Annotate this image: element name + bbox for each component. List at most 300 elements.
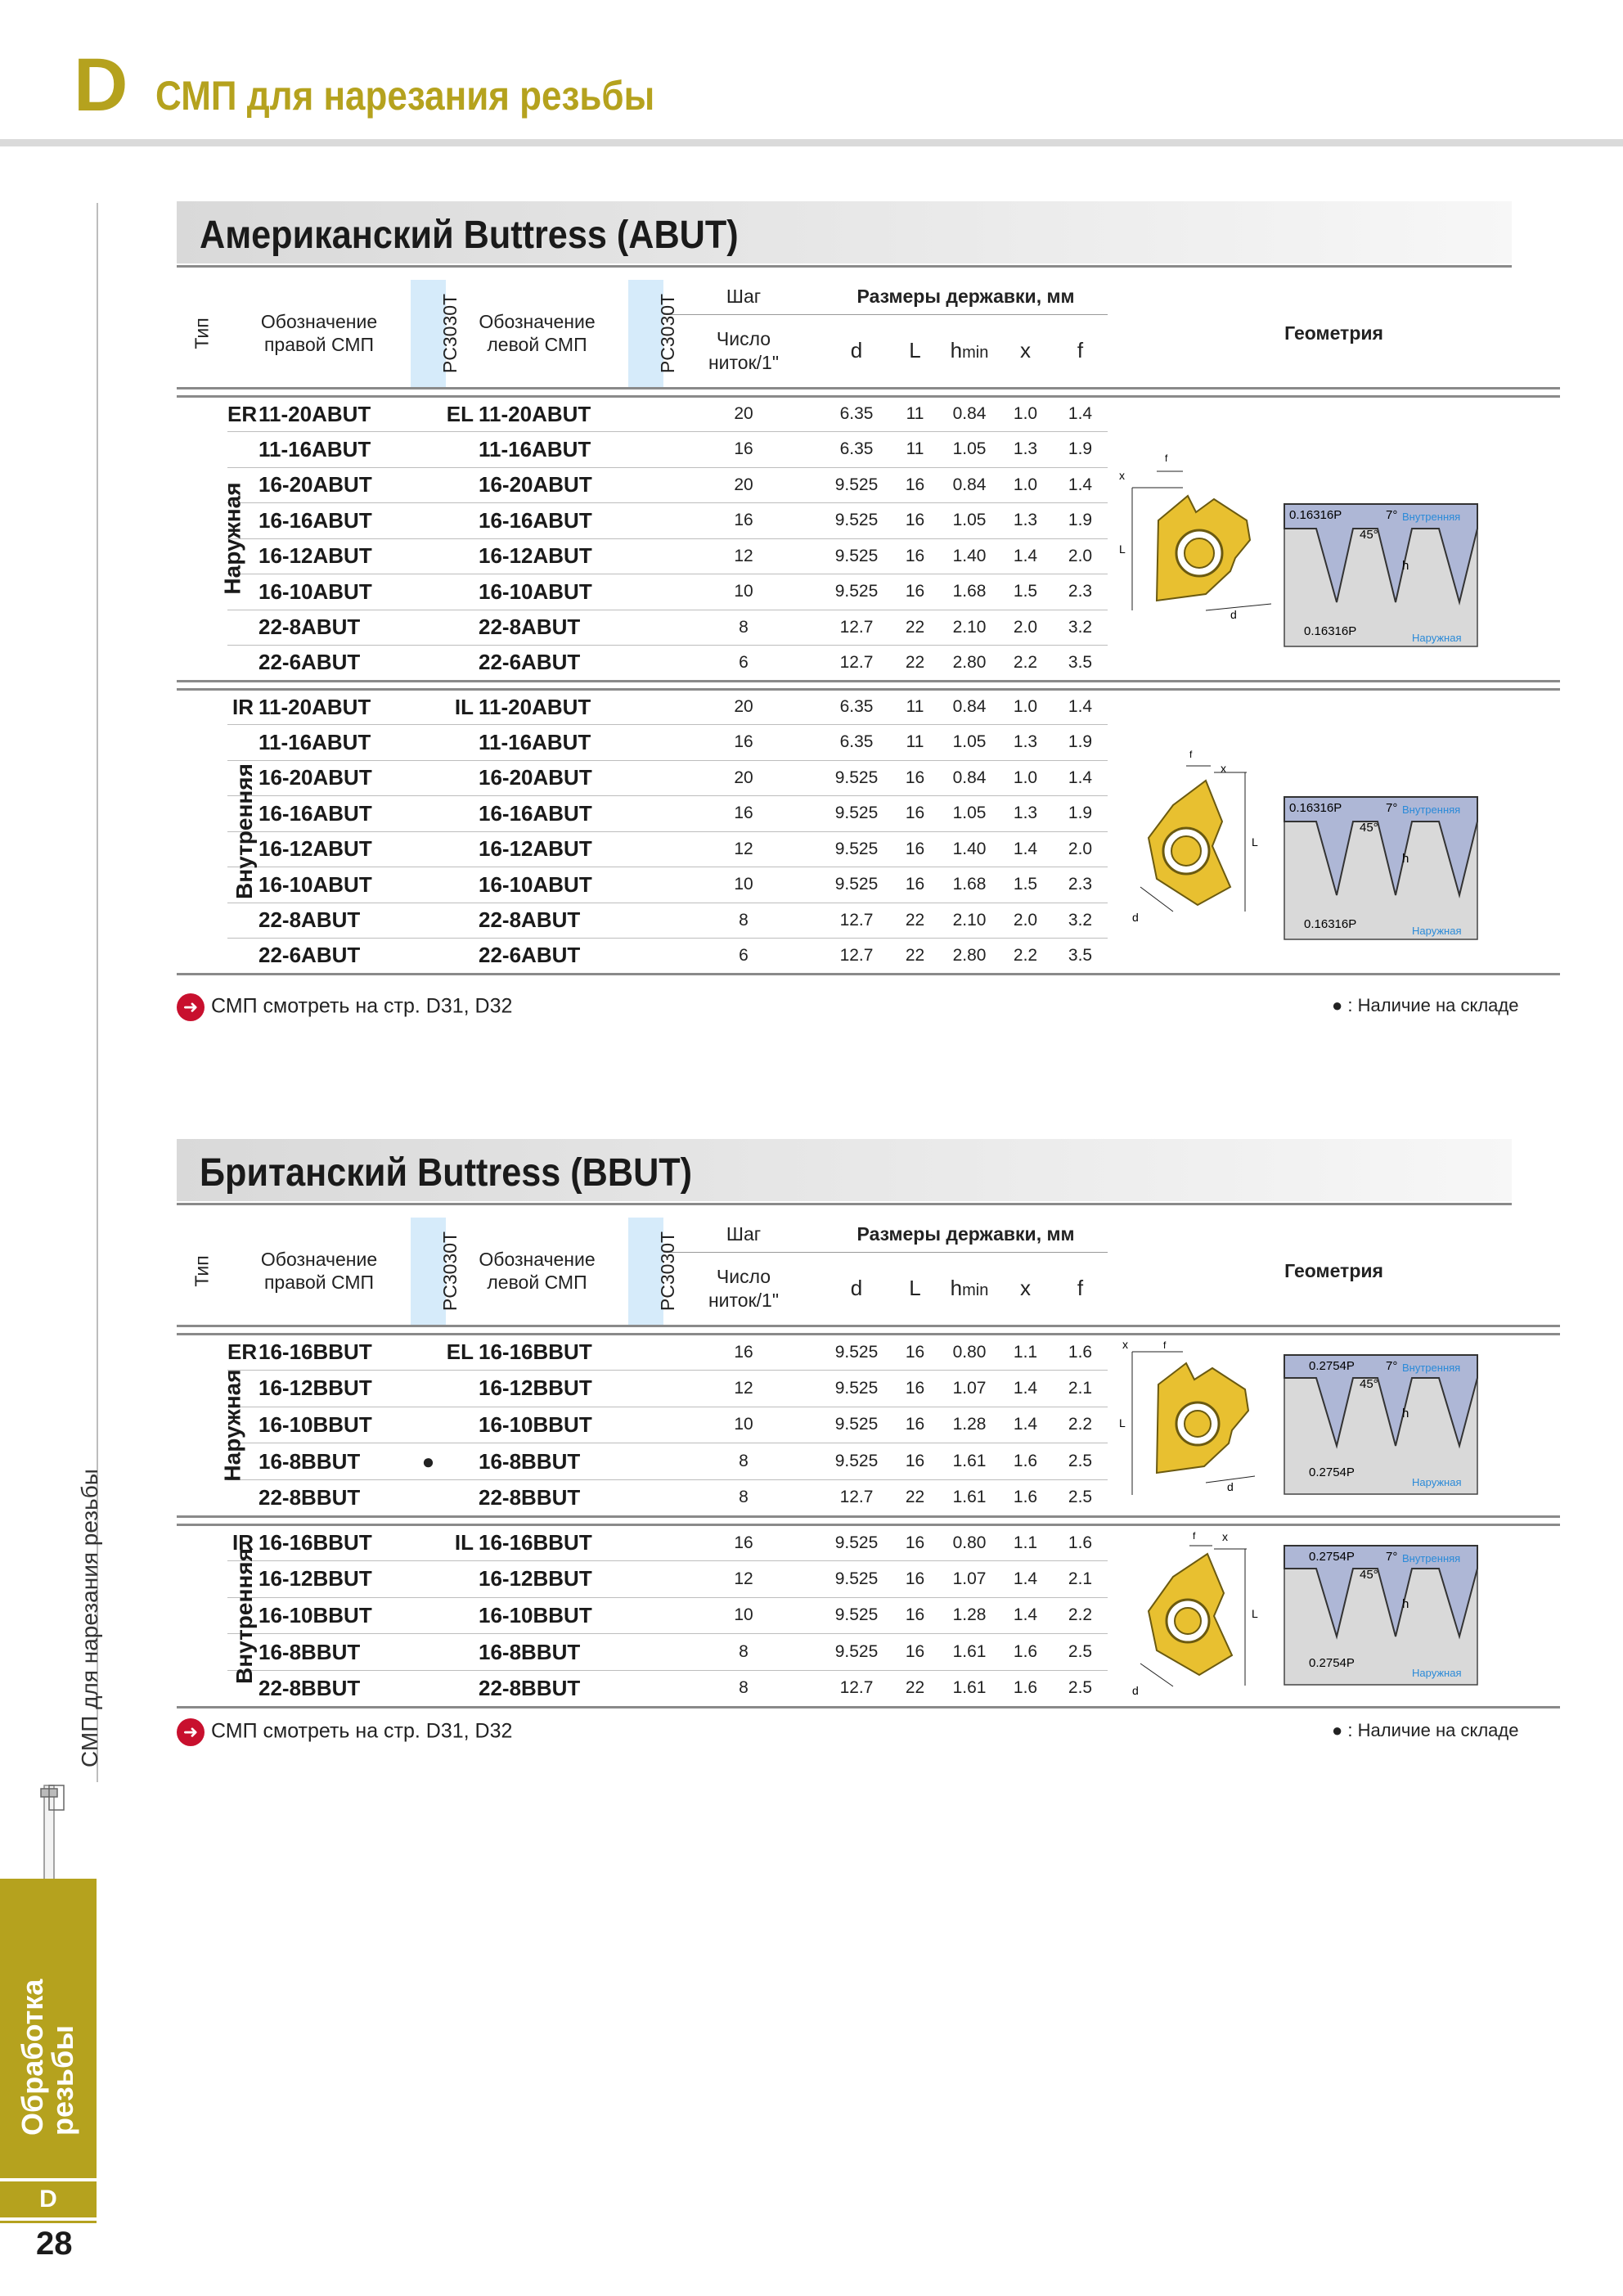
col-hmin: hmin bbox=[941, 1252, 998, 1326]
left-code: 22-8BBUT bbox=[479, 1670, 628, 1707]
x-value: 1.4 bbox=[998, 831, 1053, 867]
right-code: 16-8BBUT bbox=[259, 1443, 411, 1480]
L-value: 22 bbox=[889, 610, 941, 646]
col-holder: Размеры державки, мм bbox=[824, 1218, 1108, 1252]
d-value: 12.7 bbox=[824, 939, 889, 975]
col-type: Тип bbox=[191, 317, 213, 349]
svg-text:x: x bbox=[1122, 1337, 1129, 1351]
d-value: 9.525 bbox=[824, 1524, 889, 1561]
col-L: L bbox=[889, 1252, 941, 1326]
L-value: 11 bbox=[889, 432, 941, 468]
tpi-value: 10 bbox=[663, 867, 824, 903]
svg-text:0.2754P: 0.2754P bbox=[1309, 1549, 1355, 1564]
stock-mark bbox=[411, 432, 446, 468]
table-row bbox=[177, 1524, 1560, 1561]
col-pitch: Шаг bbox=[663, 1218, 824, 1252]
d-value: 9.525 bbox=[824, 1597, 889, 1634]
f-value: 1.4 bbox=[1053, 467, 1108, 503]
L-value: 16 bbox=[889, 574, 941, 610]
right-code: 22-8ABUT bbox=[259, 903, 411, 939]
stock-mark bbox=[411, 689, 446, 725]
f-value: 2.3 bbox=[1053, 574, 1108, 610]
h-value: 0.80 bbox=[941, 1334, 998, 1371]
L-value: 22 bbox=[889, 903, 941, 939]
left-code: 22-6ABUT bbox=[479, 646, 628, 682]
svg-text:0.16316P: 0.16316P bbox=[1289, 507, 1342, 522]
stock-mark bbox=[411, 503, 446, 539]
svg-text:0.16316P: 0.16316P bbox=[1304, 624, 1357, 638]
table-row bbox=[177, 396, 1560, 432]
svg-text:L: L bbox=[1119, 1416, 1126, 1429]
d-value: 12.7 bbox=[824, 1670, 889, 1707]
L-value: 16 bbox=[889, 1371, 941, 1407]
right-code: 16-10BBUT bbox=[259, 1407, 411, 1443]
type-label: Наружная bbox=[219, 482, 245, 595]
stock-mark bbox=[628, 467, 663, 503]
tpi-value: 16 bbox=[663, 432, 824, 468]
left-code: 16-12ABUT bbox=[479, 538, 628, 574]
right-code: 16-12BBUT bbox=[259, 1561, 411, 1598]
tpi-value: 8 bbox=[663, 1670, 824, 1707]
d-value: 12.7 bbox=[824, 610, 889, 646]
stock-mark bbox=[411, 538, 446, 574]
right-code: 22-6ABUT bbox=[259, 646, 411, 682]
x-value: 2.0 bbox=[998, 610, 1053, 646]
left-code: 11-20ABUT bbox=[479, 396, 628, 432]
col-grade: PC3030T bbox=[439, 293, 461, 373]
d-value: 9.525 bbox=[824, 1634, 889, 1671]
left-code: 16-10ABUT bbox=[479, 574, 628, 610]
right-prefix: IR bbox=[227, 689, 259, 725]
svg-text:f: f bbox=[1163, 1339, 1167, 1351]
col-type: Тип bbox=[191, 1255, 213, 1287]
tpi-value: 20 bbox=[663, 467, 824, 503]
d-value: 12.7 bbox=[824, 646, 889, 682]
svg-text:L: L bbox=[1252, 1606, 1258, 1620]
stock-mark bbox=[628, 646, 663, 682]
stock-mark bbox=[628, 1524, 663, 1561]
abut-table bbox=[177, 280, 1560, 975]
x-value: 1.3 bbox=[998, 432, 1053, 468]
stock-mark bbox=[411, 1524, 446, 1561]
right-code: 22-8BBUT bbox=[259, 1670, 411, 1707]
left-code: 16-16BBUT bbox=[479, 1524, 628, 1561]
f-value: 2.5 bbox=[1053, 1634, 1108, 1671]
L-value: 16 bbox=[889, 796, 941, 832]
L-value: 16 bbox=[889, 1334, 941, 1371]
table-row bbox=[177, 1334, 1560, 1371]
stock-mark bbox=[411, 610, 446, 646]
stock-mark bbox=[411, 1670, 446, 1707]
f-value: 1.4 bbox=[1053, 396, 1108, 432]
left-prefix: IL bbox=[446, 1524, 479, 1561]
L-value: 16 bbox=[889, 867, 941, 903]
h-value: 1.61 bbox=[941, 1443, 998, 1480]
f-value: 2.0 bbox=[1053, 831, 1108, 867]
d-value: 9.525 bbox=[824, 1561, 889, 1598]
left-code: 11-16ABUT bbox=[479, 432, 628, 468]
col-x: x bbox=[998, 1252, 1053, 1326]
f-value: 1.9 bbox=[1053, 725, 1108, 761]
tpi-value: 12 bbox=[663, 1561, 824, 1598]
d-value: 9.525 bbox=[824, 831, 889, 867]
left-code: 16-16BBUT bbox=[479, 1334, 628, 1371]
f-value: 2.5 bbox=[1053, 1443, 1108, 1480]
L-value: 16 bbox=[889, 1524, 941, 1561]
left-code: 16-8BBUT bbox=[479, 1443, 628, 1480]
svg-text:0.16316P: 0.16316P bbox=[1304, 916, 1357, 931]
L-value: 22 bbox=[889, 1670, 941, 1707]
stock-mark bbox=[628, 689, 663, 725]
type-label: Внутренняя bbox=[231, 1547, 257, 1684]
x-value: 1.4 bbox=[998, 538, 1053, 574]
h-value: 1.61 bbox=[941, 1479, 998, 1516]
bbut-table bbox=[177, 1218, 1560, 1708]
tpi-value: 6 bbox=[663, 939, 824, 975]
h-value: 0.80 bbox=[941, 1524, 998, 1561]
svg-text:L: L bbox=[1252, 835, 1258, 849]
col-geometry: Геометрия bbox=[1108, 1218, 1560, 1326]
header-rule bbox=[0, 139, 1623, 146]
stock-mark bbox=[628, 1334, 663, 1371]
svg-text:h: h bbox=[1402, 1596, 1409, 1611]
x-value: 1.6 bbox=[998, 1443, 1053, 1480]
right-code: 16-20ABUT bbox=[259, 760, 411, 796]
right-code: 11-16ABUT bbox=[259, 725, 411, 761]
left-code: 16-12BBUT bbox=[479, 1561, 628, 1598]
svg-text:f: f bbox=[1165, 452, 1168, 464]
f-value: 2.5 bbox=[1053, 1670, 1108, 1707]
x-value: 2.2 bbox=[998, 939, 1053, 975]
left-code: 16-10BBUT bbox=[479, 1407, 628, 1443]
type-label: Внутренняя bbox=[231, 763, 257, 899]
f-value: 2.5 bbox=[1053, 1479, 1108, 1516]
d-value: 9.525 bbox=[824, 867, 889, 903]
h-value: 1.61 bbox=[941, 1670, 998, 1707]
geometry-internal bbox=[1108, 1524, 1560, 1707]
h-value: 1.40 bbox=[941, 831, 998, 867]
type-label: Наружная bbox=[219, 1368, 245, 1482]
h-value: 1.07 bbox=[941, 1371, 998, 1407]
svg-text:Наружная: Наружная bbox=[1412, 924, 1462, 937]
d-value: 9.525 bbox=[824, 1371, 889, 1407]
h-value: 1.05 bbox=[941, 503, 998, 539]
tpi-value: 16 bbox=[663, 503, 824, 539]
right-code: 11-16ABUT bbox=[259, 432, 411, 468]
right-code: 22-8BBUT bbox=[259, 1479, 411, 1516]
tpi-value: 12 bbox=[663, 1371, 824, 1407]
tpi-value: 20 bbox=[663, 396, 824, 432]
stock-mark bbox=[628, 1597, 663, 1634]
stock-mark bbox=[628, 760, 663, 796]
svg-text:45°: 45° bbox=[1360, 527, 1378, 542]
x-value: 1.5 bbox=[998, 574, 1053, 610]
tpi-value: 20 bbox=[663, 689, 824, 725]
h-value: 1.05 bbox=[941, 725, 998, 761]
x-value: 1.6 bbox=[998, 1670, 1053, 1707]
x-value: 1.1 bbox=[998, 1524, 1053, 1561]
svg-text:d: d bbox=[1132, 1683, 1139, 1697]
svg-text:45°: 45° bbox=[1360, 1567, 1378, 1582]
threading-tool-icon bbox=[33, 1785, 65, 1888]
L-value: 16 bbox=[889, 538, 941, 574]
d-value: 12.7 bbox=[824, 903, 889, 939]
left-code: 22-8BBUT bbox=[479, 1479, 628, 1516]
svg-text:7°: 7° bbox=[1386, 1549, 1398, 1564]
x-value: 1.0 bbox=[998, 689, 1053, 725]
h-value: 1.05 bbox=[941, 796, 998, 832]
f-value: 1.9 bbox=[1053, 503, 1108, 539]
stock-mark bbox=[628, 1371, 663, 1407]
d-value: 6.35 bbox=[824, 396, 889, 432]
col-left-insert: Обозначение левой СМП bbox=[479, 310, 596, 356]
svg-text:Внутренняя: Внутренняя bbox=[1402, 1551, 1461, 1564]
h-value: 1.40 bbox=[941, 538, 998, 574]
svg-text:d: d bbox=[1230, 607, 1237, 621]
right-code: 16-16ABUT bbox=[259, 796, 411, 832]
tpi-value: 12 bbox=[663, 831, 824, 867]
tpi-value: 10 bbox=[663, 1407, 824, 1443]
h-value: 2.80 bbox=[941, 939, 998, 975]
svg-text:Внутренняя: Внутренняя bbox=[1402, 1361, 1461, 1374]
right-code: 16-10ABUT bbox=[259, 574, 411, 610]
stock-mark bbox=[628, 831, 663, 867]
stock-mark bbox=[411, 467, 446, 503]
chapter-letter: D bbox=[74, 43, 128, 127]
svg-text:0.2754P: 0.2754P bbox=[1309, 1358, 1355, 1373]
col-tpi: Число ниток/1" bbox=[708, 327, 780, 373]
stock-mark bbox=[628, 725, 663, 761]
right-prefix: ER bbox=[227, 396, 259, 432]
stock-mark bbox=[411, 646, 446, 682]
left-code: 22-8ABUT bbox=[479, 610, 628, 646]
L-value: 16 bbox=[889, 1634, 941, 1671]
stock-mark bbox=[411, 796, 446, 832]
stock-mark bbox=[628, 1561, 663, 1598]
right-code: 16-10ABUT bbox=[259, 867, 411, 903]
tpi-value: 8 bbox=[663, 1479, 824, 1516]
tpi-value: 16 bbox=[663, 1334, 824, 1371]
geometry-external bbox=[1108, 1334, 1560, 1516]
left-code: 16-16ABUT bbox=[479, 796, 628, 832]
svg-text:Внутренняя: Внутренняя bbox=[1402, 803, 1461, 816]
col-grade: PC3030T bbox=[439, 1231, 461, 1311]
tpi-value: 20 bbox=[663, 760, 824, 796]
stock-mark bbox=[628, 432, 663, 468]
right-prefix: ER bbox=[227, 1334, 259, 1371]
f-value: 2.2 bbox=[1053, 1407, 1108, 1443]
x-value: 2.0 bbox=[998, 903, 1053, 939]
col-geometry: Геометрия bbox=[1108, 280, 1560, 388]
svg-text:Наружная: Наружная bbox=[1412, 631, 1462, 644]
L-value: 16 bbox=[889, 760, 941, 796]
right-code: 16-12ABUT bbox=[259, 538, 411, 574]
right-code: 22-8ABUT bbox=[259, 610, 411, 646]
h-value: 0.84 bbox=[941, 689, 998, 725]
h-value: 1.05 bbox=[941, 432, 998, 468]
col-f: f bbox=[1053, 314, 1108, 388]
L-value: 16 bbox=[889, 1561, 941, 1598]
left-code: 22-8ABUT bbox=[479, 903, 628, 939]
d-value: 6.35 bbox=[824, 725, 889, 761]
left-code: 22-6ABUT bbox=[479, 939, 628, 975]
svg-text:d: d bbox=[1132, 910, 1139, 924]
stock-mark bbox=[628, 796, 663, 832]
stock-mark: ● bbox=[411, 1443, 446, 1480]
L-value: 22 bbox=[889, 646, 941, 682]
f-value: 2.1 bbox=[1053, 1561, 1108, 1598]
svg-text:Наружная: Наружная bbox=[1412, 1666, 1462, 1679]
svg-text:d: d bbox=[1227, 1479, 1234, 1493]
left-code: 16-12ABUT bbox=[479, 831, 628, 867]
L-value: 16 bbox=[889, 503, 941, 539]
col-hmin: hmin bbox=[941, 314, 998, 388]
f-value: 3.5 bbox=[1053, 939, 1108, 975]
d-value: 9.525 bbox=[824, 796, 889, 832]
svg-text:x: x bbox=[1221, 761, 1227, 775]
svg-text:f: f bbox=[1189, 748, 1193, 760]
L-value: 16 bbox=[889, 467, 941, 503]
h-value: 1.28 bbox=[941, 1597, 998, 1634]
right-code: 11-20ABUT bbox=[259, 689, 411, 725]
tpi-value: 10 bbox=[663, 574, 824, 610]
right-code: 16-10BBUT bbox=[259, 1597, 411, 1634]
stock-mark bbox=[411, 1334, 446, 1371]
right-code: 16-16ABUT bbox=[259, 503, 411, 539]
L-value: 16 bbox=[889, 1597, 941, 1634]
stock-mark bbox=[628, 939, 663, 975]
right-code: 16-8BBUT bbox=[259, 1634, 411, 1671]
svg-text:x: x bbox=[1222, 1529, 1229, 1543]
col-right-insert: Обозначение правой СМП bbox=[260, 310, 378, 356]
stock-mark bbox=[411, 867, 446, 903]
section-title-rule bbox=[177, 265, 1512, 268]
right-code: 16-16BBUT bbox=[259, 1334, 411, 1371]
x-value: 1.5 bbox=[998, 867, 1053, 903]
f-value: 2.0 bbox=[1053, 538, 1108, 574]
h-value: 0.84 bbox=[941, 760, 998, 796]
tpi-value: 10 bbox=[663, 1597, 824, 1634]
stock-mark bbox=[628, 396, 663, 432]
x-value: 1.3 bbox=[998, 796, 1053, 832]
L-value: 11 bbox=[889, 396, 941, 432]
col-d: d bbox=[824, 1252, 889, 1326]
left-prefix: IL bbox=[446, 689, 479, 725]
svg-text:45°: 45° bbox=[1360, 1376, 1378, 1391]
f-value: 1.9 bbox=[1053, 432, 1108, 468]
col-L: L bbox=[889, 314, 941, 388]
tpi-value: 8 bbox=[663, 903, 824, 939]
d-value: 9.525 bbox=[824, 1407, 889, 1443]
right-code: 16-12BBUT bbox=[259, 1371, 411, 1407]
stock-mark bbox=[628, 1670, 663, 1707]
svg-text:0.16316P: 0.16316P bbox=[1289, 800, 1342, 815]
x-value: 1.0 bbox=[998, 467, 1053, 503]
svg-text:7°: 7° bbox=[1386, 1358, 1398, 1373]
f-value: 2.1 bbox=[1053, 1371, 1108, 1407]
d-value: 6.35 bbox=[824, 689, 889, 725]
h-value: 0.84 bbox=[941, 467, 998, 503]
x-value: 1.4 bbox=[998, 1407, 1053, 1443]
right-code: 16-12ABUT bbox=[259, 831, 411, 867]
left-code: 16-12BBUT bbox=[479, 1371, 628, 1407]
left-code: 11-16ABUT bbox=[479, 725, 628, 761]
L-value: 16 bbox=[889, 1443, 941, 1480]
section-title: Американский Buttress (ABUT) bbox=[200, 214, 739, 257]
L-value: 11 bbox=[889, 725, 941, 761]
reference-note: ➜ СМП смотреть на стр. D31, D32 bbox=[177, 993, 512, 1021]
L-value: 22 bbox=[889, 939, 941, 975]
svg-text:L: L bbox=[1119, 542, 1126, 556]
stock-mark bbox=[411, 1479, 446, 1516]
h-value: 2.10 bbox=[941, 903, 998, 939]
chapter-tab-label: Обработка резьбы bbox=[16, 1979, 79, 2136]
left-code: 16-20ABUT bbox=[479, 467, 628, 503]
page-title: СМП для нарезания резьбы bbox=[155, 73, 655, 119]
L-value: 11 bbox=[889, 689, 941, 725]
x-value: 1.6 bbox=[998, 1479, 1053, 1516]
stock-mark bbox=[411, 903, 446, 939]
svg-text:45°: 45° bbox=[1360, 820, 1378, 835]
h-value: 1.68 bbox=[941, 574, 998, 610]
svg-text:h: h bbox=[1402, 558, 1409, 573]
stock-mark bbox=[628, 1443, 663, 1480]
stock-mark bbox=[411, 1597, 446, 1634]
x-value: 1.4 bbox=[998, 1597, 1053, 1634]
right-code: 11-20ABUT bbox=[259, 396, 411, 432]
stock-mark bbox=[411, 831, 446, 867]
svg-text:h: h bbox=[1402, 1406, 1409, 1420]
x-value: 1.4 bbox=[998, 1561, 1053, 1598]
left-code: 11-20ABUT bbox=[479, 689, 628, 725]
right-prefix: IR bbox=[227, 1524, 259, 1561]
d-value: 9.525 bbox=[824, 538, 889, 574]
f-value: 3.5 bbox=[1053, 646, 1108, 682]
svg-text:Внутренняя: Внутренняя bbox=[1402, 510, 1461, 523]
f-value: 1.4 bbox=[1053, 689, 1108, 725]
col-f: f bbox=[1053, 1252, 1108, 1326]
tpi-value: 8 bbox=[663, 1634, 824, 1671]
d-value: 9.525 bbox=[824, 760, 889, 796]
x-value: 1.0 bbox=[998, 760, 1053, 796]
tpi-value: 16 bbox=[663, 796, 824, 832]
geometry-internal bbox=[1108, 689, 1560, 974]
section-title-rule bbox=[177, 1203, 1512, 1205]
col-pitch: Шаг bbox=[663, 280, 824, 314]
col-x: x bbox=[998, 314, 1053, 388]
d-value: 6.35 bbox=[824, 432, 889, 468]
x-value: 2.2 bbox=[998, 646, 1053, 682]
d-value: 12.7 bbox=[824, 1479, 889, 1516]
section-title: Британский Buttress (BBUT) bbox=[200, 1151, 693, 1195]
stock-mark bbox=[628, 503, 663, 539]
page-number-rule bbox=[0, 2221, 97, 2223]
h-value: 1.07 bbox=[941, 1561, 998, 1598]
side-chapter-label: СМП для нарезания резьбы bbox=[77, 1469, 102, 1767]
f-value: 1.9 bbox=[1053, 796, 1108, 832]
page-number: 28 bbox=[36, 2226, 73, 2262]
stock-mark bbox=[628, 610, 663, 646]
col-tpi: Число ниток/1" bbox=[708, 1265, 780, 1311]
tpi-value: 8 bbox=[663, 610, 824, 646]
d-value: 9.525 bbox=[824, 1443, 889, 1480]
f-value: 3.2 bbox=[1053, 903, 1108, 939]
col-grade: PC3030T bbox=[657, 1231, 679, 1311]
h-value: 2.10 bbox=[941, 610, 998, 646]
stock-mark bbox=[411, 1371, 446, 1407]
left-prefix: EL bbox=[446, 396, 479, 432]
f-value: 1.6 bbox=[1053, 1524, 1108, 1561]
